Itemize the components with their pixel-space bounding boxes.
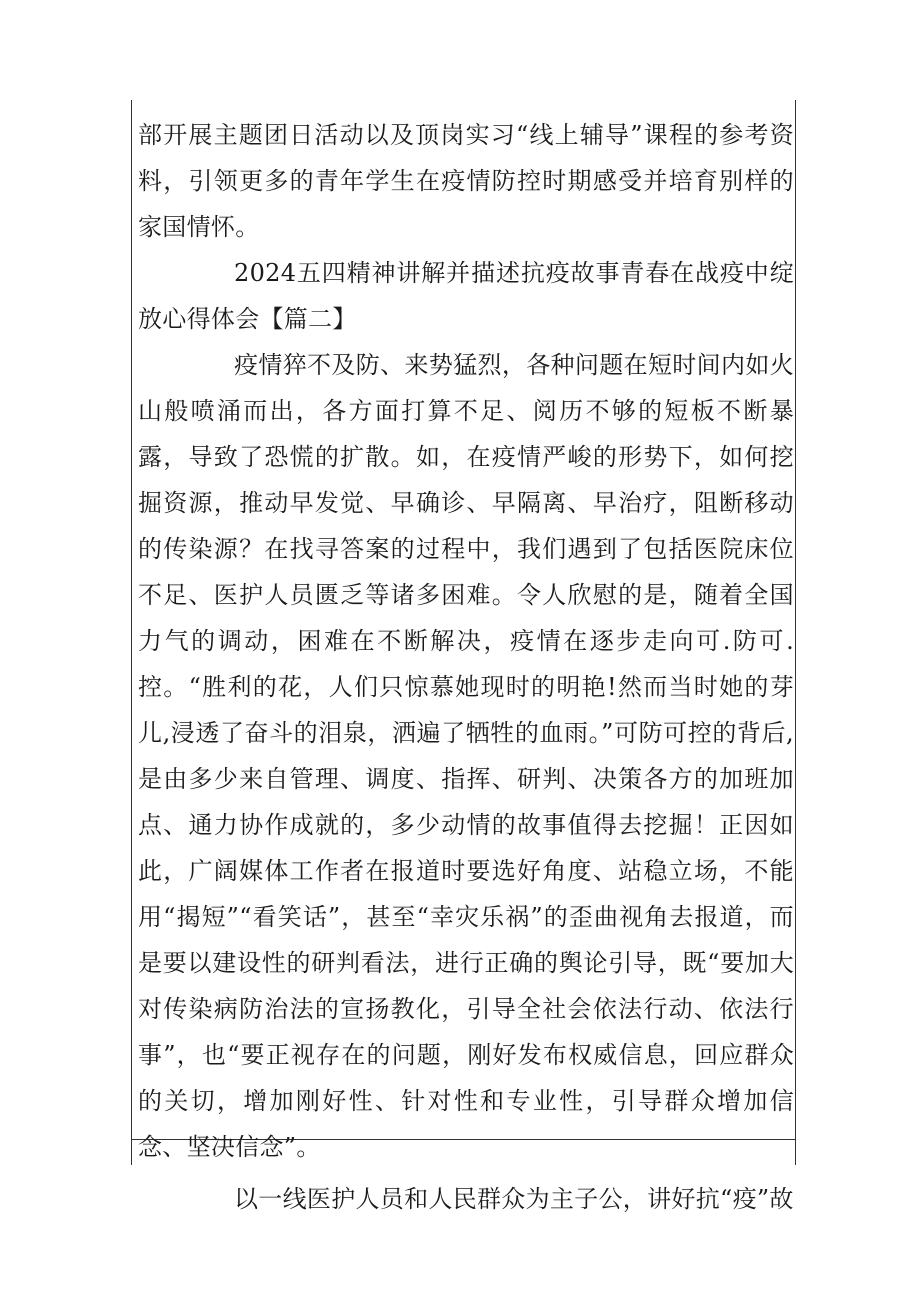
cell-border-right [795,100,796,1165]
cell-border-left [131,100,132,1165]
document-body [138,112,794,1222]
document-table-cell [131,100,796,1213]
paragraph-continued: 部开展主题团日活动以及顶岗实习“线上辅导”课程的参考资料，引领更多的青年学生在疫情防控时期感受并培育别样的家国情怀。 [138,121,794,241]
paragraph-last: 以一线医护人员和人民群众为主子公，讲好抗“疫”故 [234,1185,794,1213]
section-heading: 2024五四精神讲解并描述抗疫故事青春在战疫中绽放心得体会【篇二】 [138,259,794,333]
paragraph-main: 疫情猝不及防、来势猛烈，各种问题在短时间内如火山般喷涌而出，各方面打算不足、阅历不够的短板不断暴露，导致了恐慌的扩散。如，在疫情严峻的形势下，如何挖掘资源，推动早发觉、早确诊、早隔离、早治疗，阻断移动的传染源？在找寻答案的过程中，我们遇到了包括医院床位不足、医护人员匮乏等诸多困难。令人欣慰的是，随着全国力气的调动，困难在不断解决，疫情在逐步走向可.防可.控。“胜利的花，人们只惊慕她现时的明艳!然而当时她的芽儿,浸透了奋斗的泪泉，洒遍了牺牲的血雨。”可防可控的背后,是由多少来自管理、调度、指挥、研判、决策各方的加班加点、通力协作成就的，多少动情的故事值得去挖掘！正因如此，广阔媒体工作者在报道时要选好角度、站稳立场，不能用“揭短”“看笑话”，甚至“幸灾乐祸”的歪曲视角去报道，而是要以建设性的研判看法，进行正确的舆论引导，既“要加大对传染病防治法的宣扬教化，引导全社会依法行动、依法行事”，也“要正视存在的问题，刚好发布权威信息，回应群众的关切，增加刚好性、针对性和专业性，引导群众增加信念、坚决信念”。 [138,351,794,1161]
